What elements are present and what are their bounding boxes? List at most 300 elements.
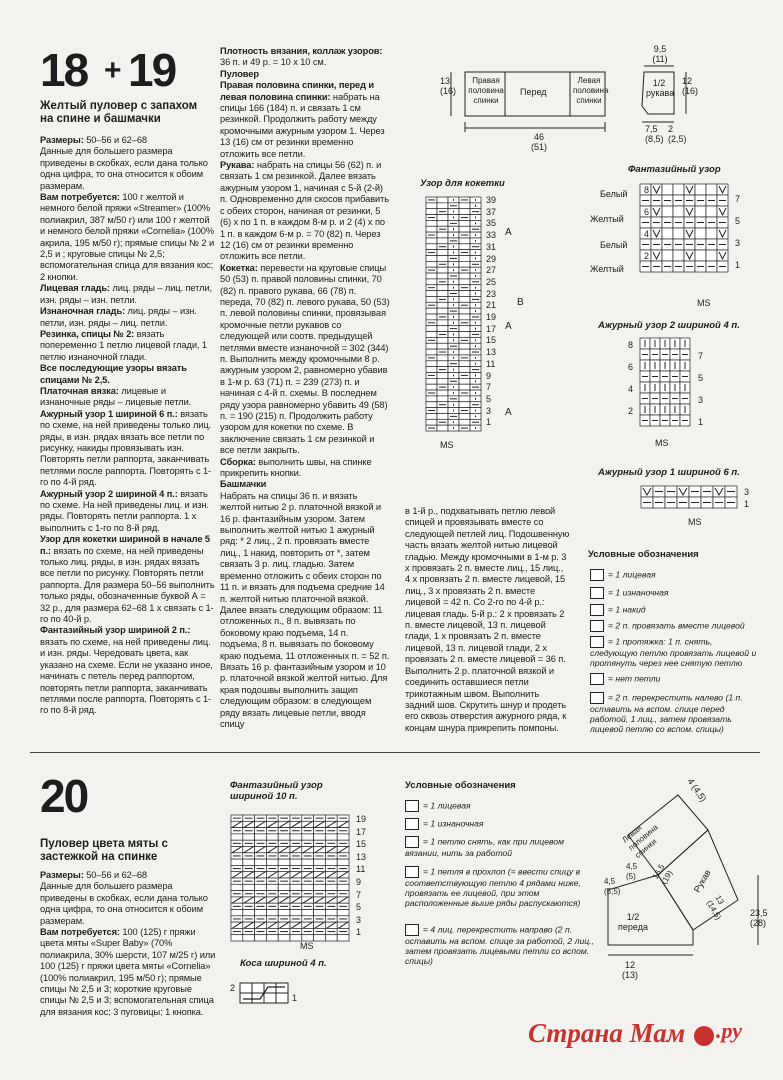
materials-paragraph-6	[40, 363, 215, 386]
paragraph-text: Данные для большего размера приведены в скобках, если дана только одна цифра, то она относится к обоим размерам.	[40, 146, 208, 191]
paragraph-text: вязать попеременно 1 петлю лицевой глади, 1 петлю изнаночной глади.	[40, 328, 207, 362]
watermark-suffix: .ру	[716, 1018, 742, 1043]
legend-item	[590, 569, 760, 581]
fantasy10-cell	[231, 884, 243, 890]
paragraph-text: вязать по схеме, на ней приведены только лиц. ряды, в изн. рядах вязать все петли по рисунку, накиды провязывать изн. Повторять петли раппорта, заканчивать петлями после раппорта. Повторять с 1-го по 4-й ряд.	[40, 408, 212, 488]
fantasy10-title: Фантазийный узор шириной 10 п.	[230, 780, 323, 802]
yoke-cell	[426, 209, 437, 215]
yoke-section-a2: A	[505, 321, 512, 332]
yoke-cell	[459, 226, 470, 232]
yoke-cell	[426, 238, 437, 244]
yoke-cell	[459, 402, 470, 408]
yoke-cell	[437, 250, 448, 256]
yoke-ms: MS	[440, 440, 454, 450]
cable4-grid	[240, 983, 300, 1003]
yoke-cell	[459, 220, 470, 226]
lace1-row-3: 3	[744, 487, 750, 497]
fantasy-left-row: 4	[644, 229, 650, 239]
fantasy10-cell	[266, 935, 278, 941]
paragraph-heading: Ажурный узор 2 шириной 4 п.:	[40, 488, 178, 499]
legend-text: = 1 петля в прохлоп (= ввести спицу в соответствующую петлю 4 рядами ниже, провязать ее лицевой, при этом расположенные выше ряды распускаются)	[405, 866, 581, 908]
legend-text: = 1 изнаночная	[608, 587, 669, 598]
fantasy-cell	[695, 250, 706, 261]
yoke-cell	[459, 296, 470, 302]
fantasy-cell	[706, 184, 717, 195]
model20-paragraph-2	[40, 927, 220, 1018]
fantasy10-row-number: 7	[356, 889, 362, 900]
materials-paragraph-10	[40, 534, 215, 625]
fantasy-row-number: 7	[735, 194, 741, 204]
paragraph-heading: Платочная вязка:	[40, 385, 119, 396]
fantasy-pattern-grid	[640, 184, 730, 276]
legend-item	[590, 604, 760, 616]
lace2-left-row-number: 8	[628, 340, 634, 350]
paragraph-text: выполнить швы, на спинке прикрепить кнопки.	[220, 456, 372, 479]
paragraph-text: набрать на спицы 166 (184) п. и связать 1 см резинкой. Продолжить работу между кромочными ажурным узором 1. Через 13 (16) см от резинки временно отложить все петли.	[220, 91, 385, 159]
model20-schema	[598, 780, 778, 970]
paragraph-heading: Башмачки	[220, 479, 267, 490]
legend-text: = 2 п. провязать вместе лицевой	[608, 620, 745, 631]
legend-symbol-icon	[590, 620, 604, 632]
fantasy-cell	[695, 184, 706, 195]
instructions-paragraph-3	[220, 160, 390, 263]
fantasy10-row-number: 5	[356, 902, 362, 913]
paragraph-text: 50–56 и 62–68	[83, 135, 147, 145]
yoke-cell	[426, 349, 437, 355]
legend20-title: Условные обозначения	[405, 780, 516, 791]
legend-text: = 1 протяжка: 1 п. снять, следующую петлю провязать лицевой и протянуть через нее снятую петлю	[590, 636, 757, 668]
yoke-cell	[437, 361, 448, 367]
fantasy10-cell	[302, 859, 314, 865]
model20-paragraph-1	[40, 881, 220, 927]
yoke-cell	[437, 256, 448, 262]
fantasy10-row-number: 11	[356, 864, 366, 875]
fantasy-cell	[662, 206, 673, 217]
fantasy10-row-number: 3	[356, 914, 362, 925]
model-number-b: 19	[128, 44, 176, 96]
label-right-back: Правая половина спинки	[468, 76, 504, 105]
legend-symbol-icon	[590, 604, 604, 616]
fantasy10-cell	[243, 859, 255, 865]
paragraph-heading: Все последующие узоры вязать спицами № 2,5.	[40, 363, 187, 385]
yoke-cell	[437, 326, 448, 332]
yoke-cell	[437, 238, 448, 244]
fantasy10-cell	[290, 910, 302, 916]
yoke-cell	[437, 396, 448, 402]
paragraph-text: 50–56 и 62–68	[83, 870, 147, 880]
schema20-dim-b: 4,5 (5)	[626, 862, 638, 881]
fantasy10-cell	[325, 834, 337, 840]
yoke-section-b: B	[517, 297, 524, 308]
fantasy10-cell	[278, 859, 290, 865]
materials-paragraph-9	[40, 489, 215, 535]
yoke-cell	[459, 291, 470, 297]
lace2-ms: MS	[655, 438, 669, 448]
fantasy10-row-number: 9	[356, 877, 362, 887]
label-sleeve: 1/2 рукава	[646, 78, 675, 98]
fantasy-cell	[673, 228, 684, 239]
cable4-left-row: 2	[230, 983, 236, 993]
yoke-row-number: 1	[486, 417, 492, 428]
yoke-cell	[426, 367, 437, 373]
fantasy10-cell	[337, 859, 349, 865]
legend-symbol-icon	[590, 569, 604, 581]
yoke-cell	[426, 308, 437, 314]
yoke-section-a3: A	[505, 407, 512, 418]
paragraph-text: вязать по схеме. На ней приведены лиц. и изн. ряды. Повторять петли раппорта. 1 х выполнить с 1-го по 8-й ряд.	[40, 488, 209, 533]
lace1-ms: MS	[688, 517, 702, 527]
yoke-cell	[426, 396, 437, 402]
cable4-right-row: 1	[292, 993, 298, 1003]
paragraph-heading: Узор для кокетки шириной в начале 5 п.:	[40, 534, 210, 556]
legend-text: = 1 лицевая	[608, 569, 656, 580]
column-booties: в 1-й р., подхватывать петлю левой спицей и провязывать вместе со следующей петлей лиц. Подошвенную часть вязать желтой нитью лицевой гладью. Между кромочными в 1-м р. 3 х провязать 2 п. вместе лиц., 15 лиц., 4 х провязать 2 п. вместе лицевой, 15 лиц., 3 х провязать 2 п. вместе лицевой = 42 п. Со 2-го по 4-й р.: лицевая гладь. 5-й р.: 2 х провязать 2 п. вместе лицевой, 13 п. лицевой глади, 1 х провязать 2 п. вместе лицевой, 13 п. лицевой глади, 2 х провязать 2 п. вместе лицевой = 36 п. Выполнить 2 р. платочной вязкой и соединить оставшиеся петли трикотажным швом. Выполнить задний шов. Скрутить шнур и продеть его сквозь отверстия ажурного ряда, к концам шнура прикрепить помпоны.	[405, 506, 570, 733]
fantasy10-ms: MS	[300, 941, 314, 951]
yoke-cell	[459, 326, 470, 332]
fantasy-cell	[673, 250, 684, 261]
yoke-row-number: 39	[486, 195, 497, 205]
instructions-paragraph-2	[220, 80, 390, 160]
yoke-cell	[437, 413, 448, 419]
yoke-row-number: 21	[486, 300, 497, 311]
yoke-cell	[426, 296, 437, 302]
yoke-row-number: 3	[486, 405, 492, 416]
legend-text: = 1 лицевая	[423, 800, 471, 811]
yoke-cell	[459, 238, 470, 244]
model20-paragraph-0	[40, 870, 220, 881]
yoke-cell	[459, 367, 470, 373]
yoke-cell	[459, 361, 470, 367]
fantasy-cell	[706, 206, 717, 217]
yoke-cell	[437, 273, 448, 279]
instructions-paragraph-5	[220, 457, 390, 480]
fantasy10-cell	[266, 910, 278, 916]
paragraph-text: 100 (125) г пряжи цвета мяты «Super Baby» (70% полиакрила, 30% шерсти, 107 м/25 г) или 100 (125) г пряжи цвета мяты «Cornelia» (100% полиакрил, 195 м/50 г); прямые спицы № 2,5 и 3; короткие круговые спицы № 2,5 и 3; вспомогательная спица для вязания кос; 3 пуговицы; 1 кнопка.	[40, 927, 216, 1017]
watermark-dot-icon	[694, 1026, 714, 1046]
paragraph-heading: Размеры:	[40, 135, 84, 145]
yoke-cell	[459, 332, 470, 338]
fantasy10-cell	[337, 910, 349, 916]
fantasy-cell	[695, 228, 706, 239]
yoke-cell	[459, 209, 470, 215]
fantasy10-row-number: 17	[356, 826, 367, 837]
yoke-cell	[426, 279, 437, 285]
legend-symbol-icon	[405, 836, 419, 848]
yoke-cell	[437, 425, 448, 431]
fantasy10-cell	[302, 884, 314, 890]
lace2-right-row-number: 1	[698, 417, 704, 427]
fantasy-cell	[662, 184, 673, 195]
model-number-plus: +	[104, 54, 122, 87]
yoke-row-number: 29	[486, 253, 497, 264]
fantasy-row-number: 3	[735, 238, 741, 248]
fantasy10-cell	[255, 859, 267, 865]
fantasy10-cell	[231, 910, 243, 916]
schema20-sleeve: Рукав	[691, 867, 713, 895]
fantasy-ms: MS	[697, 298, 711, 308]
legend-item	[590, 636, 760, 668]
column-instructions	[220, 46, 390, 730]
materials-paragraph-4	[40, 306, 215, 329]
yoke-cell	[459, 378, 470, 384]
label-left-back: Левая половина спинки	[573, 76, 609, 105]
legend-text: = 1 петлю снять, как при лицевом вязании, нить за работой	[405, 836, 564, 858]
yoke-cell	[426, 203, 437, 209]
yoke-cell	[437, 355, 448, 361]
paragraph-heading: Лицевая гладь:	[40, 283, 110, 294]
yoke-row-number: 19	[486, 312, 497, 322]
materials-paragraph-3	[40, 283, 215, 306]
materials-paragraph-0	[40, 135, 215, 146]
legend20-item	[405, 800, 595, 812]
paragraph-text: Набрать на спицы 36 п. и вязать желтой нитью 2 р. платочной вязкой и 16 р. фантазийным узором. Затем выполнить желтой нитью 1 ажурный ряд: * 2 лиц., 2 п. провязать вместе лиц., 1 накид, повторить от *, затем связать 3 р. лиц. гладью. Затем временно отложить с обеих сторон по 11 п. и вязать для подъема средние 14 п. желтой нитью платочной вязкой. Далее вязать следующим образом: 11 отложенных п., 8 п. вывязать по боковому краю подъема, 14 п. подъема, 8 п. вывязать по боковому краю подъема, 11 отложенных п. = 52 п. Вязать 16 р. фантазийным узором и 10 р. платочной вязкой желтой нитью. Для края подошвы выполнить защип следующим образом: в следующем ряду вязать лицевые петли, вводя спицу	[220, 490, 390, 729]
yoke-pattern-title: Узор для кокетки	[420, 178, 505, 189]
yoke-cell	[426, 273, 437, 279]
fantasy-color-4: Желтый	[590, 264, 624, 274]
fantasy10-cell	[243, 834, 255, 840]
paragraph-heading: Вам потребуется:	[40, 927, 120, 938]
section-divider	[30, 752, 760, 753]
legend-text: = 2 п. перекрестить налево (1 п. оставить на вспом. спице перед работой, 1 лиц., затем провязать лицевой петлю со вспом. спицы)	[590, 692, 743, 734]
yoke-cell	[437, 302, 448, 308]
fantasy-pattern-title: Фантазийный узор	[628, 164, 721, 175]
instructions-paragraph-0	[220, 46, 390, 69]
legend-item	[590, 620, 760, 632]
legend-item	[590, 692, 760, 734]
fantasy10-cell	[337, 935, 349, 941]
paragraph-text: набрать на спицы 56 (62) п. и связать 1 см резинкой. Далее вязать ажурным узором 1, начиная с 5-й (2-й) п. Одновременно для скосов прибавить с обеих сторон, начиная от резинки, 5 (6) х по 1 п. в каждом 8-м р. и 2 (4) х по 1 п. в каждом 6-м р. = 70 (82) п. Через 12 (16) см от резинки временно отложить все петли.	[220, 160, 390, 262]
fantasy-row-number: 5	[735, 216, 741, 226]
model-title: Желтый пуловер с запахом на спине и башмачки	[40, 100, 198, 125]
fantasy10-cell	[314, 884, 326, 890]
legend-symbol-icon	[405, 866, 419, 878]
legend-title: Условные обозначения	[588, 549, 699, 560]
yoke-cell	[426, 226, 437, 232]
yoke-row-number: 15	[486, 335, 497, 346]
fantasy10-cell	[255, 884, 267, 890]
yoke-cell	[426, 314, 437, 320]
yoke-cell	[459, 308, 470, 314]
yoke-cell	[437, 390, 448, 396]
yoke-cell	[459, 273, 470, 279]
lace1-row-1: 1	[744, 499, 750, 509]
yoke-row-number: 23	[486, 288, 497, 299]
legend-text: = 1 изнаночная	[423, 818, 484, 829]
yoke-cell	[426, 256, 437, 262]
fantasy-color-1: Белый	[600, 189, 628, 199]
legend20-item	[405, 818, 595, 830]
yoke-cell	[426, 326, 437, 332]
fantasy10-cell	[302, 834, 314, 840]
yoke-cell	[437, 378, 448, 384]
yoke-cell	[437, 343, 448, 349]
schema20-sleeve-w: 16,5 (19)	[650, 862, 675, 886]
yoke-cell	[459, 203, 470, 209]
yoke-cell	[426, 419, 437, 425]
yoke-row-number: 9	[486, 370, 492, 381]
paragraph-heading: Вам потребуется:	[40, 192, 120, 203]
materials-paragraph-7	[40, 386, 215, 409]
lace1-title: Ажурный узор 1 шириной 6 п.	[598, 467, 740, 478]
fantasy10-row-number: 13	[356, 851, 367, 862]
paragraph-heading: Плотность вязания, коллаж узоров:	[220, 46, 383, 56]
paragraph-heading: Размеры:	[40, 870, 84, 880]
yoke-cell	[459, 261, 470, 267]
lace2-right-row-number: 3	[698, 395, 704, 405]
yoke-cell	[426, 220, 437, 226]
legend-symbol-icon	[405, 800, 419, 812]
fantasy-cell	[673, 206, 684, 217]
label-sleeve-bottom-b: 2 (2,5)	[668, 124, 687, 144]
fantasy10-cell	[278, 935, 290, 941]
yoke-row-number: 13	[486, 347, 497, 358]
yoke-cell	[437, 197, 448, 203]
legend-symbol-icon	[405, 924, 419, 936]
fantasy10-cell	[266, 859, 278, 865]
legend-symbol-icon	[590, 673, 604, 685]
fantasy-left-row: 6	[644, 207, 650, 217]
legend20-item	[405, 866, 595, 908]
yoke-cell	[426, 261, 437, 267]
yoke-cell	[426, 378, 437, 384]
legend-text: = нет петли	[608, 673, 661, 684]
yoke-cell	[459, 343, 470, 349]
paragraph-heading: Правая половина спинки, перед и левая половина спинки:	[220, 80, 375, 102]
fantasy10-cell	[255, 910, 267, 916]
fantasy10-cell	[337, 834, 349, 840]
lace2-right-row-number: 5	[698, 373, 704, 383]
lace2-left-row-number: 6	[628, 362, 634, 372]
yoke-cell	[426, 413, 437, 419]
fantasy10-cell	[325, 910, 337, 916]
materials-paragraph-1	[40, 146, 215, 192]
paragraph-text: перевести на круговые спицы 50 (53) п. правой половины спинки, 70 (82) п. правого рукава, 66 (78) п. переда, 70 (82) п. левого рукава, 50 (53) п. левой половины спинки, провязывая кромочные петли рукавов со следующей или соотв. предыдущей петлями вместе изнаночной = 302 (344) п. Выполнить между кромочными 8 р. ажурным узором 2, равномерно убавив в 1-м р. 63 (71) п. = 239 (273) п. и начиная с 4-й п. схемы. В последнем ряду узора равномерно убавить 49 (58) п. = 190 (215) п. Продолжить работу узором для кокетки по схеме. В заключение связать 1 см резинкой и все петли закрыть.	[220, 262, 390, 456]
fantasy10-grid	[231, 815, 349, 941]
lace2-grid	[640, 338, 692, 430]
yoke-cell	[459, 349, 470, 355]
label-sleeve-height: 12 (16)	[682, 76, 699, 96]
paragraph-text: лиц. ряды – изн. петли, изн. ряды – лиц. петли.	[40, 306, 197, 328]
schema20-front: 1/2 переда	[618, 912, 648, 932]
model20-column-materials	[40, 870, 220, 1018]
fantasy-cell	[662, 228, 673, 239]
watermark-text: Страна Мам	[528, 1018, 686, 1048]
yoke-cell	[459, 279, 470, 285]
fantasy10-cell	[278, 884, 290, 890]
yoke-row-number: 37	[486, 206, 497, 217]
fantasy10-cell	[314, 834, 326, 840]
label-front: Перед	[520, 87, 547, 97]
materials-paragraph-2	[40, 192, 215, 283]
fantasy-color-2: Желтый	[590, 214, 624, 224]
paragraph-heading: Ажурный узор 1 шириной 6 п.:	[40, 408, 178, 419]
instructions-paragraph-7	[220, 491, 390, 731]
yoke-cell	[426, 343, 437, 349]
fantasy-cell	[706, 250, 717, 261]
fantasy10-cell	[290, 884, 302, 890]
schema20-height: 23,5 (28)	[750, 908, 768, 928]
model20-title: Пуловер цвета мяты с застежкой на спинке	[40, 838, 168, 863]
yoke-row-number: 7	[486, 382, 492, 393]
fantasy10-cell	[314, 910, 326, 916]
fantasy10-cell	[325, 859, 337, 865]
yoke-cell	[437, 232, 448, 238]
yoke-cell	[437, 308, 448, 314]
legend20-item	[405, 836, 595, 858]
lace2-title: Ажурный узор 2 шириной 4 п.	[598, 320, 740, 331]
legend-symbol-icon	[590, 636, 604, 648]
yoke-cell	[437, 220, 448, 226]
instructions-paragraph-6	[220, 479, 390, 490]
lace2-right-row-number: 7	[698, 351, 704, 361]
fantasy10-cell	[243, 884, 255, 890]
paragraph-text: вязать по схеме, на ней приведены только лиц. ряды, в изн. рядах вязать все петли по рисунку. Повторять петли раппорта. Для размера 50–56 выполнить только ряды, обозначенные буквой А = 32 р., для размера 62–68 1 х связать с 1-го по 40-й р.	[40, 545, 215, 625]
fantasy10-cell	[325, 884, 337, 890]
fantasy-color-3: Белый	[600, 240, 628, 250]
yoke-cell	[426, 244, 437, 250]
yoke-cell	[426, 402, 437, 408]
fantasy10-cell	[314, 935, 326, 941]
legend-symbol-icon	[590, 587, 604, 599]
fantasy10-cell	[314, 859, 326, 865]
instructions-paragraph-4	[220, 263, 390, 457]
yoke-cell	[459, 413, 470, 419]
legend-symbol-icon	[405, 818, 419, 830]
fantasy10-cell	[337, 884, 349, 890]
legend-item	[590, 673, 760, 685]
paragraph-heading: Кокетка:	[220, 262, 258, 273]
yoke-row-number: 31	[486, 241, 497, 252]
yoke-cell	[426, 384, 437, 390]
yoke-cell	[437, 408, 448, 414]
fantasy10-cell	[231, 859, 243, 865]
paragraph-heading: Сборка:	[220, 456, 256, 467]
fantasy10-cell	[302, 910, 314, 916]
label-sleeve-top: 9,5 (11)	[652, 44, 668, 64]
model20-number: 20	[40, 770, 88, 822]
paragraph-text: Данные для большего размера приведены в скобках, если дана только одна цифра, то она относится к обоим размерам.	[40, 881, 208, 926]
model-number-a: 18	[40, 44, 88, 96]
schema20-left-back: Левая половина спинки	[620, 822, 660, 861]
yoke-cell	[426, 361, 437, 367]
yoke-cell	[437, 337, 448, 343]
label-height: 13 (16)	[440, 76, 457, 96]
legend-symbol-icon	[590, 692, 604, 704]
schema20-dim-a: 4,5 (5,5)	[604, 877, 621, 896]
yoke-cell	[437, 373, 448, 379]
fantasy-left-row: 2	[644, 251, 650, 261]
label-sleeve-bottom-a: 7,5 (8,5)	[645, 124, 664, 144]
paragraph-text: лицевые и изнаночные ряды – лицевые петли.	[40, 385, 192, 408]
paragraph-text: лиц. ряды – лиц. петли, изн. ряды – изн. петли.	[40, 283, 213, 305]
materials-paragraph-11	[40, 625, 215, 716]
yoke-cell	[426, 291, 437, 297]
cable4-title: Коса шириной 4 п.	[240, 958, 327, 969]
fantasy10-cell	[255, 935, 267, 941]
paragraph-heading: Фантазийный узор шириной 2 п.:	[40, 625, 191, 636]
fantasy10-row-number: 1	[356, 927, 362, 938]
fantasy10-cell	[243, 910, 255, 916]
schema20-sleeve-h: 13 (14,5)	[704, 893, 726, 922]
fantasy-cell	[662, 250, 673, 261]
schema20-width: 12 (13)	[621, 960, 638, 980]
lace2-left-row-number: 2	[628, 406, 634, 416]
fantasy10-cell	[278, 834, 290, 840]
fantasy10-cell	[231, 935, 243, 941]
fantasy10-cell	[290, 834, 302, 840]
yoke-cell	[437, 285, 448, 291]
yoke-cell	[437, 203, 448, 209]
